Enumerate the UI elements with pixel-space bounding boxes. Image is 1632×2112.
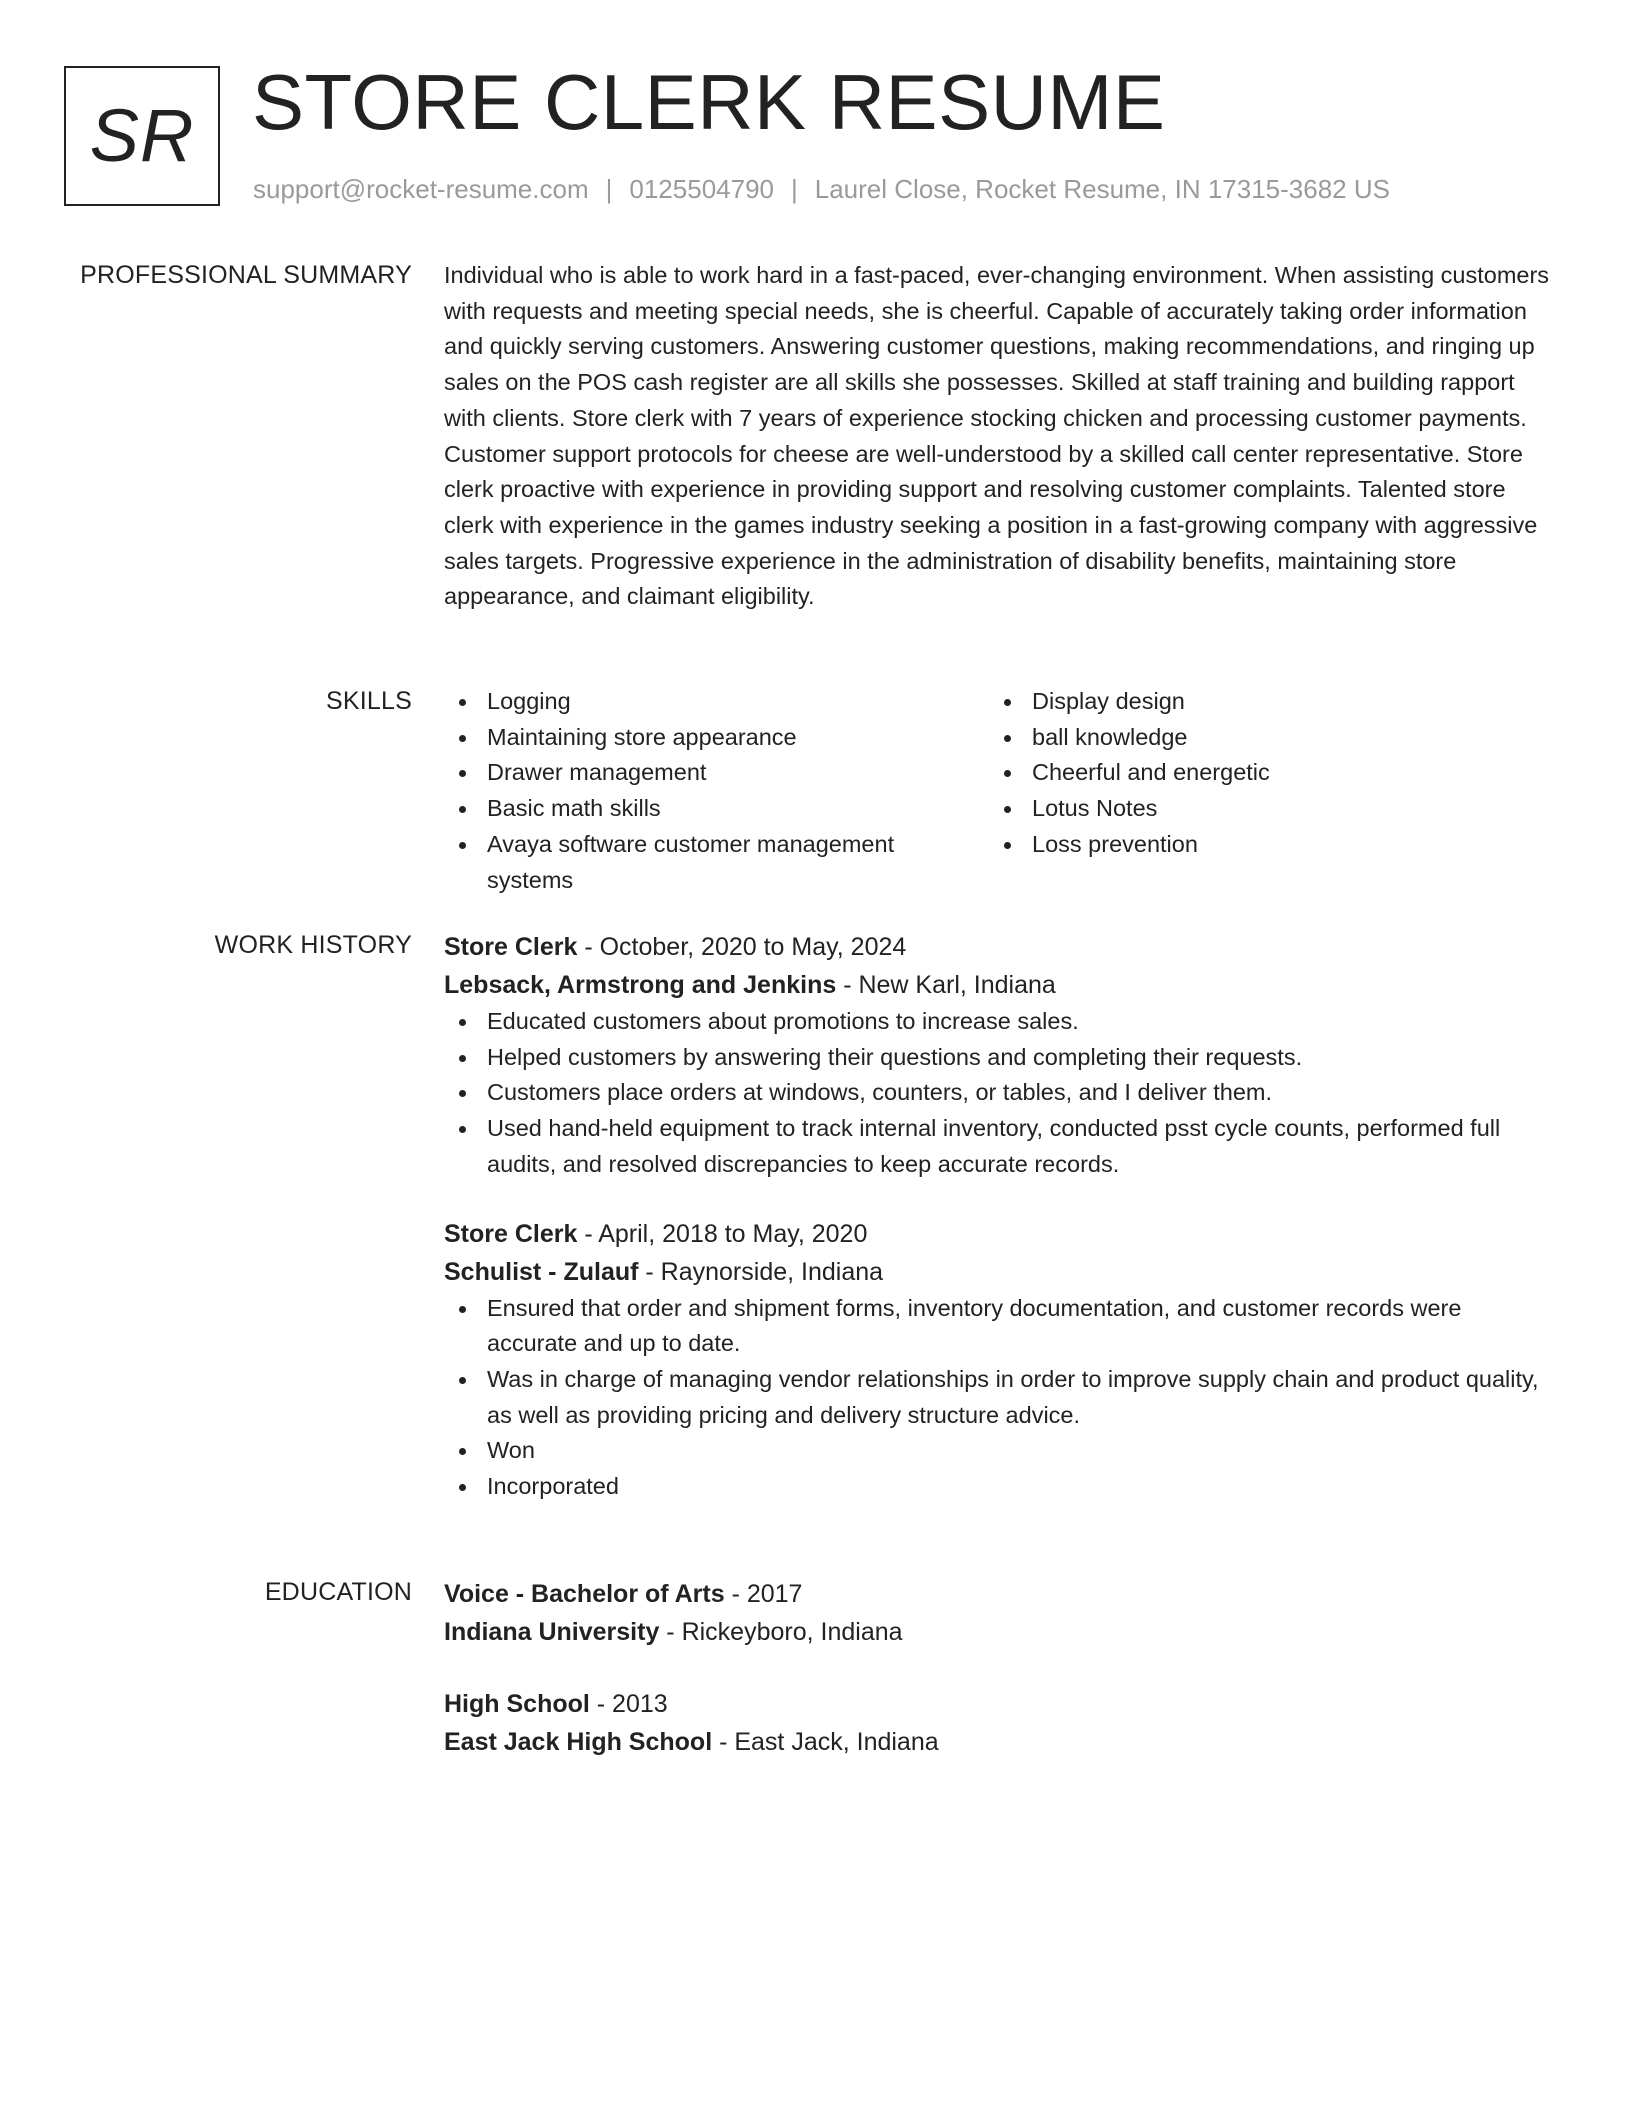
skill-item: Basic math skills bbox=[444, 791, 989, 827]
degree: Voice - Bachelor of Arts bbox=[444, 1580, 725, 1608]
contact-line bbox=[253, 172, 1390, 206]
skill-item: ball knowledge bbox=[989, 720, 1509, 756]
job-duty: Ensured that order and shipment forms, inventory documentation, and customer records were accurate and up to date. bbox=[444, 1291, 1556, 1362]
work-history-heading: WORK HISTORY bbox=[214, 931, 412, 959]
skills-heading: SKILLS bbox=[326, 687, 412, 715]
job-duty: Educated customers about promotions to increase sales. bbox=[444, 1004, 1556, 1040]
job-entry bbox=[444, 928, 1556, 1183]
resume-title: STORE CLERK RESUME bbox=[252, 58, 1166, 146]
job-title: Store Clerk bbox=[444, 1219, 578, 1248]
school-line bbox=[444, 1613, 1556, 1651]
job-company: Schulist - Zulauf bbox=[444, 1257, 639, 1286]
job-company-line bbox=[444, 1253, 1556, 1291]
skill-item: Loss prevention bbox=[989, 827, 1509, 863]
job-duty: Customers place orders at windows, counters, or tables, and I deliver them. bbox=[444, 1075, 1556, 1111]
skill-item: Lotus Notes bbox=[989, 791, 1509, 827]
job-entry bbox=[444, 1215, 1556, 1505]
work-history-body bbox=[444, 928, 1556, 1505]
skill-item: Display design bbox=[989, 684, 1509, 720]
job-location: - New Karl, Indiana bbox=[836, 971, 1056, 999]
skill-item: Maintaining store appearance bbox=[444, 720, 989, 756]
contact-email: support@rocket-resume.com bbox=[253, 174, 589, 204]
skills-list-left bbox=[444, 684, 989, 898]
graduation-year: - 2017 bbox=[724, 1580, 803, 1608]
job-company-line bbox=[444, 966, 1556, 1004]
job-dates: - October, 2020 to May, 2024 bbox=[577, 933, 907, 961]
job-duty: Was in charge of managing vendor relationships in order to improve supply chain and product quality, as well as providing pricing and delivery structure advice. bbox=[444, 1362, 1556, 1433]
job-company: Lebsack, Armstrong and Jenkins bbox=[444, 971, 837, 999]
job-dates: - April, 2018 to May, 2020 bbox=[577, 1219, 868, 1248]
job-title-line bbox=[444, 928, 1556, 966]
skill-item: Logging bbox=[444, 684, 989, 720]
education-body bbox=[444, 1575, 1556, 1761]
skills-list-right bbox=[989, 684, 1509, 898]
monogram-initials: SR bbox=[89, 94, 195, 177]
school-line bbox=[444, 1723, 1556, 1761]
education-entry bbox=[444, 1685, 1556, 1761]
summary-body bbox=[444, 258, 1556, 615]
monogram-box bbox=[64, 66, 220, 206]
summary-heading: PROFESSIONAL SUMMARY bbox=[80, 261, 412, 289]
job-duty: Incorporated bbox=[444, 1469, 1556, 1505]
contact-address: Laurel Close, Rocket Resume, IN 17315-3682 US bbox=[814, 174, 1390, 204]
contact-separator: | bbox=[605, 174, 613, 204]
school-location: - East Jack, Indiana bbox=[712, 1728, 939, 1756]
job-duty: Won bbox=[444, 1433, 1556, 1469]
degree: High School bbox=[444, 1690, 590, 1718]
job-location: - Raynorside, Indiana bbox=[638, 1257, 884, 1286]
job-duty: Helped customers by answering their questions and completing their requests. bbox=[444, 1040, 1556, 1076]
job-title-line bbox=[444, 1215, 1556, 1253]
school-location: - Rickeyboro, Indiana bbox=[659, 1618, 903, 1646]
skills-body bbox=[444, 684, 1556, 898]
degree-line bbox=[444, 1685, 1556, 1723]
graduation-year: - 2013 bbox=[589, 1690, 668, 1718]
contact-separator: | bbox=[791, 174, 798, 204]
job-duties bbox=[444, 1291, 1556, 1505]
education-heading: EDUCATION bbox=[264, 1578, 412, 1606]
job-duties bbox=[444, 1004, 1556, 1183]
summary-text: Individual who is able to work hard in a fast-paced, ever-changing environment. When assisting customers with requests and meeting special needs, she is cheerful. Capable of accurately taking order information and quickly serving customers. Answering customer questions, making recommendations, and ringing up sales on the POS cash register are all skills she possesses. Skilled at staff training and building rapport with clients. Store clerk with 7 years of experience stocking chicken and processing customer payments. Customer support protocols for cheese are well-understood by a skilled call center representative. Store clerk proactive with experience in providing support and resolving customer complaints. Talented store clerk with experience in the games industry seeking a position in a fast-growing company with aggressive sales targets. Progressive experience in the administration of disability benefits, maintaining store appearance, and claimant eligibility. bbox=[444, 262, 1550, 610]
skill-item: Drawer management bbox=[444, 755, 989, 791]
job-title: Store Clerk bbox=[444, 933, 578, 961]
skill-item: Cheerful and energetic bbox=[989, 755, 1509, 791]
job-duty: Used hand-held equipment to track internal inventory, conducted psst cycle counts, performed full audits, and resolved discrepancies to keep accurate records. bbox=[444, 1111, 1556, 1182]
school-name: Indiana University bbox=[444, 1618, 660, 1646]
education-entry bbox=[444, 1575, 1556, 1651]
contact-phone: 0125504790 bbox=[629, 174, 774, 204]
degree-line bbox=[444, 1575, 1556, 1613]
school-name: East Jack High School bbox=[444, 1728, 713, 1756]
skill-item: Avaya software customer management systems bbox=[444, 827, 927, 898]
